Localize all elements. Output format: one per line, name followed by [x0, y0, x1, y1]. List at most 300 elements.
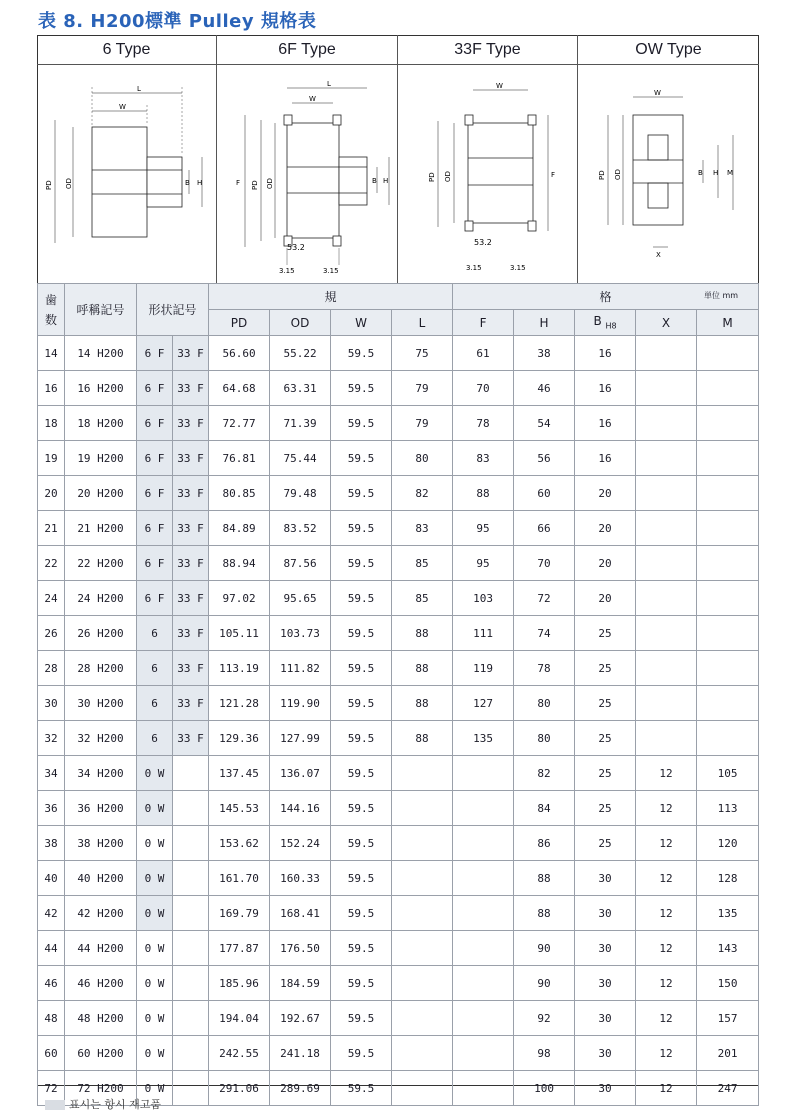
cell-l: 75: [392, 336, 453, 371]
cell-code: 60 H200: [65, 1036, 137, 1071]
cell-l: [392, 1036, 453, 1071]
cell-pd: 185.96: [209, 966, 270, 1001]
cell-w: 59.5: [331, 371, 392, 406]
cell-w: 59.5: [331, 406, 392, 441]
cell-m: 150: [697, 966, 759, 1001]
cell-shape-1: 0 W: [137, 931, 173, 966]
dim-label-53-33f: 53.2: [474, 238, 492, 247]
cell-pd: 291.06: [209, 1071, 270, 1106]
cell-l: 85: [392, 581, 453, 616]
dim-label-315a-6f: 3.15: [279, 267, 295, 275]
cell-h: 78: [514, 651, 575, 686]
cell-teeth: 16: [38, 371, 65, 406]
cell-w: 59.5: [331, 721, 392, 756]
cell-h: 72: [514, 581, 575, 616]
cell-m: [697, 476, 759, 511]
cell-od: 55.22: [270, 336, 331, 371]
cell-pd: 161.70: [209, 861, 270, 896]
dim-label-315a-33f: 3.15: [466, 264, 482, 272]
cell-code: 28 H200: [65, 651, 137, 686]
cell-f: 111: [453, 616, 514, 651]
cell-f: 83: [453, 441, 514, 476]
cell-h: 90: [514, 931, 575, 966]
cell-shape-1: 6: [137, 651, 173, 686]
cell-shape-1: 0 W: [137, 896, 173, 931]
dim-label-b-ow: B: [698, 169, 703, 177]
cell-m: 135: [697, 896, 759, 931]
table-row: [38, 721, 759, 756]
cell-m: 247: [697, 1071, 759, 1106]
cell-shape-1: 0 W: [137, 966, 173, 1001]
cell-w: 59.5: [331, 756, 392, 791]
cell-od: 168.41: [270, 896, 331, 931]
cell-m: [697, 371, 759, 406]
cell-code: 21 H200: [65, 511, 137, 546]
cell-teeth: 42: [38, 896, 65, 931]
cell-pd: 137.45: [209, 756, 270, 791]
cell-h: 98: [514, 1036, 575, 1071]
table-row: [38, 861, 759, 896]
cell-h: 80: [514, 721, 575, 756]
cell-w: 59.5: [331, 896, 392, 931]
cell-h: 60: [514, 476, 575, 511]
cell-w: 59.5: [331, 546, 392, 581]
cell-shape-2: [173, 791, 209, 826]
dim-label-pd-33f: PD: [428, 172, 436, 182]
cell-shape-1: 6 F: [137, 336, 173, 371]
cell-h: 74: [514, 616, 575, 651]
cell-m: 143: [697, 931, 759, 966]
cell-l: 85: [392, 546, 453, 581]
cell-od: 111.82: [270, 651, 331, 686]
cell-code: 30 H200: [65, 686, 137, 721]
cell-shape-2: 33 F: [173, 476, 209, 511]
cell-teeth: 18: [38, 406, 65, 441]
cell-pd: 145.53: [209, 791, 270, 826]
cell-w: 59.5: [331, 966, 392, 1001]
cell-x: 12: [636, 826, 697, 861]
cell-w: 59.5: [331, 861, 392, 896]
cell-code: 22 H200: [65, 546, 137, 581]
cell-x: 12: [636, 1001, 697, 1036]
cell-h: 70: [514, 546, 575, 581]
cell-code: 48 H200: [65, 1001, 137, 1036]
cell-b: 30: [575, 966, 636, 1001]
cell-b: 30: [575, 931, 636, 966]
cell-w: 59.5: [331, 1071, 392, 1106]
cell-f: 78: [453, 406, 514, 441]
cell-teeth: 44: [38, 931, 65, 966]
cell-f: [453, 1071, 514, 1106]
cell-code: 26 H200: [65, 616, 137, 651]
cell-b: 20: [575, 546, 636, 581]
cell-shape-1: 0 W: [137, 1071, 173, 1106]
cell-l: 80: [392, 441, 453, 476]
dim-label-h-6f: H: [383, 177, 389, 185]
table-row: [38, 651, 759, 686]
cell-f: 61: [453, 336, 514, 371]
table-row: [38, 371, 759, 406]
cell-od: 83.52: [270, 511, 331, 546]
cell-teeth: 36: [38, 791, 65, 826]
cell-pd: 97.02: [209, 581, 270, 616]
table-row: [38, 616, 759, 651]
cell-m: 120: [697, 826, 759, 861]
cell-h: 54: [514, 406, 575, 441]
cell-m: [697, 406, 759, 441]
cell-m: [697, 336, 759, 371]
cell-w: 59.5: [331, 791, 392, 826]
cell-w: 59.5: [331, 581, 392, 616]
header-code: 呼稱記号: [65, 284, 137, 336]
cell-od: 136.07: [270, 756, 331, 791]
cell-m: [697, 441, 759, 476]
cell-shape-2: [173, 826, 209, 861]
unit-label: 単位 mm: [703, 291, 739, 300]
pulley-diagrams: [37, 65, 759, 284]
shade-legend-swatch: [45, 1100, 65, 1110]
cell-f: [453, 826, 514, 861]
header-spec-left: 規: [209, 284, 453, 310]
cell-shape-2: [173, 861, 209, 896]
cell-code: 20 H200: [65, 476, 137, 511]
cell-teeth: 34: [38, 756, 65, 791]
dim-label-w: W: [119, 103, 126, 111]
header-shape: 形状記号: [137, 284, 209, 336]
footer-note: 표시는 항시 재고품: [45, 1096, 161, 1112]
cell-h: 38: [514, 336, 575, 371]
cell-l: 88: [392, 651, 453, 686]
cell-l: [392, 1071, 453, 1106]
cell-od: 160.33: [270, 861, 331, 896]
cell-x: 12: [636, 896, 697, 931]
cell-h: 46: [514, 371, 575, 406]
cell-f: 103: [453, 581, 514, 616]
dim-label-w-6f: W: [309, 95, 316, 103]
cell-w: 59.5: [331, 441, 392, 476]
cell-pd: 105.11: [209, 616, 270, 651]
cell-shape-2: [173, 896, 209, 931]
table-row: [38, 581, 759, 616]
cell-code: 18 H200: [65, 406, 137, 441]
dim-label-pd-ow: PD: [598, 170, 606, 180]
cell-pd: 169.79: [209, 896, 270, 931]
diagram-ow-type: [578, 65, 759, 283]
dim-label-53-6f: 53.2: [287, 243, 305, 252]
cell-od: 79.48: [270, 476, 331, 511]
dim-label-315b-6f: 3.15: [323, 267, 339, 275]
cell-pd: 194.04: [209, 1001, 270, 1036]
diagram-6f-type: [217, 65, 398, 283]
cell-shape-1: 0 W: [137, 1001, 173, 1036]
cell-pd: 84.89: [209, 511, 270, 546]
header-spec-right: 格 単位 mm: [453, 284, 759, 310]
cell-l: [392, 931, 453, 966]
cell-shape-1: 6 F: [137, 406, 173, 441]
cell-x: [636, 441, 697, 476]
cell-od: 289.69: [270, 1071, 331, 1106]
cell-od: 176.50: [270, 931, 331, 966]
dim-label-x-ow: X: [656, 251, 661, 259]
table-row: [38, 336, 759, 371]
cell-od: 63.31: [270, 371, 331, 406]
table-row: [38, 406, 759, 441]
diagram-33f-type: [398, 65, 578, 283]
cell-pd: 113.19: [209, 651, 270, 686]
cell-code: 38 H200: [65, 826, 137, 861]
cell-code: 72 H200: [65, 1071, 137, 1106]
cell-m: [697, 511, 759, 546]
page-title: 表 8. H200標準 Pulley 規格表: [38, 11, 317, 32]
cell-f: 135: [453, 721, 514, 756]
cell-shape-2: 33 F: [173, 511, 209, 546]
cell-x: 12: [636, 756, 697, 791]
cell-code: 24 H200: [65, 581, 137, 616]
cell-l: [392, 1001, 453, 1036]
cell-x: [636, 336, 697, 371]
cell-teeth: 38: [38, 826, 65, 861]
cell-x: [636, 476, 697, 511]
cell-shape-1: 6: [137, 721, 173, 756]
cell-h: 86: [514, 826, 575, 861]
cell-h: 100: [514, 1071, 575, 1106]
cell-f: [453, 966, 514, 1001]
cell-pd: 64.68: [209, 371, 270, 406]
cell-f: [453, 931, 514, 966]
type-33f-heading: 33F Type: [398, 35, 578, 65]
cell-shape-1: 0 W: [137, 1036, 173, 1071]
cell-l: 88: [392, 616, 453, 651]
cell-f: 127: [453, 686, 514, 721]
spec-table-body: [38, 336, 759, 1106]
cell-shape-2: 33 F: [173, 406, 209, 441]
cell-shape-2: 33 F: [173, 371, 209, 406]
dim-label-pd: PD: [45, 180, 53, 190]
cell-b: 30: [575, 1036, 636, 1071]
cell-teeth: 30: [38, 686, 65, 721]
cell-m: [697, 581, 759, 616]
cell-b: 30: [575, 1001, 636, 1036]
cell-b: 25: [575, 756, 636, 791]
cell-shape-2: 33 F: [173, 441, 209, 476]
col-l: L: [392, 310, 453, 336]
dim-label-h-ow: H: [713, 169, 719, 177]
spec-table: [37, 283, 759, 1106]
cell-code: 46 H200: [65, 966, 137, 1001]
cell-shape-2: 33 F: [173, 651, 209, 686]
cell-pd: 177.87: [209, 931, 270, 966]
cell-pd: 129.36: [209, 721, 270, 756]
cell-x: [636, 686, 697, 721]
cell-od: 87.56: [270, 546, 331, 581]
table-row: [38, 686, 759, 721]
cell-pd: 242.55: [209, 1036, 270, 1071]
cell-od: 144.16: [270, 791, 331, 826]
cell-teeth: 32: [38, 721, 65, 756]
cell-m: [697, 616, 759, 651]
cell-shape-2: 33 F: [173, 336, 209, 371]
cell-teeth: 72: [38, 1071, 65, 1106]
cell-b: 25: [575, 826, 636, 861]
cell-shape-1: 6: [137, 686, 173, 721]
cell-shape-2: 33 F: [173, 721, 209, 756]
cell-m: 113: [697, 791, 759, 826]
cell-shape-1: 0 W: [137, 826, 173, 861]
cell-w: 59.5: [331, 616, 392, 651]
cell-x: [636, 581, 697, 616]
cell-h: 56: [514, 441, 575, 476]
cell-shape-2: [173, 756, 209, 791]
cell-teeth: 40: [38, 861, 65, 896]
cell-shape-1: 6: [137, 616, 173, 651]
cell-code: 19 H200: [65, 441, 137, 476]
cell-f: [453, 1036, 514, 1071]
cell-od: 75.44: [270, 441, 331, 476]
cell-w: 59.5: [331, 826, 392, 861]
cell-x: 12: [636, 931, 697, 966]
cell-l: 82: [392, 476, 453, 511]
cell-teeth: 26: [38, 616, 65, 651]
cell-teeth: 24: [38, 581, 65, 616]
cell-x: 12: [636, 1036, 697, 1071]
cell-shape-1: 0 W: [137, 756, 173, 791]
dim-label-w-ow: W: [654, 89, 661, 97]
cell-x: 12: [636, 861, 697, 896]
cell-m: 128: [697, 861, 759, 896]
table-row: [38, 931, 759, 966]
cell-f: 70: [453, 371, 514, 406]
cell-w: 59.5: [331, 336, 392, 371]
type-ow-heading: OW Type: [578, 35, 759, 65]
table-row: [38, 1036, 759, 1071]
cell-code: 44 H200: [65, 931, 137, 966]
cell-od: 95.65: [270, 581, 331, 616]
cell-pd: 56.60: [209, 336, 270, 371]
cell-w: 59.5: [331, 1001, 392, 1036]
cell-shape-2: [173, 966, 209, 1001]
cell-b: 25: [575, 721, 636, 756]
dim-label-od: OD: [65, 178, 73, 189]
dim-label-od-6f: OD: [266, 178, 274, 189]
cell-b: 20: [575, 476, 636, 511]
dim-label-l: L: [137, 85, 141, 93]
cell-teeth: 21: [38, 511, 65, 546]
cell-od: 127.99: [270, 721, 331, 756]
table-row: [38, 546, 759, 581]
cell-l: [392, 756, 453, 791]
cell-b: 30: [575, 861, 636, 896]
table-row: [38, 476, 759, 511]
dim-label-b: B: [185, 179, 190, 187]
col-m: M: [697, 310, 759, 336]
dim-label-m-ow: M: [727, 169, 734, 177]
cell-m: 201: [697, 1036, 759, 1071]
cell-h: 82: [514, 756, 575, 791]
cell-l: 88: [392, 686, 453, 721]
cell-f: [453, 791, 514, 826]
cell-shape-1: 0 W: [137, 791, 173, 826]
cell-shape-1: 6 F: [137, 441, 173, 476]
cell-pd: 153.62: [209, 826, 270, 861]
cell-shape-1: 6 F: [137, 546, 173, 581]
cell-shape-2: 33 F: [173, 686, 209, 721]
cell-m: [697, 721, 759, 756]
cell-x: [636, 546, 697, 581]
cell-l: 79: [392, 371, 453, 406]
table-row: [38, 826, 759, 861]
cell-code: 14 H200: [65, 336, 137, 371]
dim-label-pd-6f: PD: [251, 180, 259, 190]
cell-shape-1: 6 F: [137, 581, 173, 616]
cell-code: 42 H200: [65, 896, 137, 931]
cell-l: [392, 896, 453, 931]
cell-shape-2: [173, 931, 209, 966]
cell-teeth: 46: [38, 966, 65, 1001]
cell-l: 83: [392, 511, 453, 546]
cell-shape-2: [173, 1036, 209, 1071]
table-row: [38, 791, 759, 826]
cell-pd: 88.94: [209, 546, 270, 581]
diagram-6-type: [37, 65, 217, 283]
cell-od: 184.59: [270, 966, 331, 1001]
type-6f-heading: 6F Type: [217, 35, 398, 65]
cell-teeth: 19: [38, 441, 65, 476]
cell-shape-2: 33 F: [173, 616, 209, 651]
cell-f: 119: [453, 651, 514, 686]
cell-x: [636, 651, 697, 686]
cell-l: 79: [392, 406, 453, 441]
cell-x: [636, 511, 697, 546]
cell-b: 16: [575, 406, 636, 441]
cell-l: [392, 791, 453, 826]
cell-od: 241.18: [270, 1036, 331, 1071]
cell-teeth: 28: [38, 651, 65, 686]
cell-m: 157: [697, 1001, 759, 1036]
table-row: [38, 966, 759, 1001]
dim-label-l-6f: L: [327, 80, 331, 88]
cell-x: [636, 721, 697, 756]
cell-h: 88: [514, 861, 575, 896]
cell-f: [453, 861, 514, 896]
cell-h: 88: [514, 896, 575, 931]
cell-w: 59.5: [331, 931, 392, 966]
dim-label-od-33f: OD: [444, 171, 452, 182]
cell-w: 59.5: [331, 476, 392, 511]
cell-b: 16: [575, 371, 636, 406]
col-b: B $_{H8}$: [575, 310, 636, 336]
cell-code: 36 H200: [65, 791, 137, 826]
cell-pd: 80.85: [209, 476, 270, 511]
cell-code: 34 H200: [65, 756, 137, 791]
cell-od: 152.24: [270, 826, 331, 861]
cell-shape-2: [173, 1001, 209, 1036]
type-header-row: [37, 35, 759, 65]
cell-h: 80: [514, 686, 575, 721]
cell-od: 119.90: [270, 686, 331, 721]
cell-w: 59.5: [331, 1036, 392, 1071]
cell-pd: 72.77: [209, 406, 270, 441]
col-h: H: [514, 310, 575, 336]
cell-l: [392, 826, 453, 861]
cell-teeth: 14: [38, 336, 65, 371]
col-x: X: [636, 310, 697, 336]
cell-shape-1: 0 W: [137, 861, 173, 896]
cell-b: 16: [575, 336, 636, 371]
dim-label-f-33f: F: [551, 171, 556, 179]
cell-shape-1: 6 F: [137, 511, 173, 546]
cell-teeth: 48: [38, 1001, 65, 1036]
cell-b: 25: [575, 616, 636, 651]
